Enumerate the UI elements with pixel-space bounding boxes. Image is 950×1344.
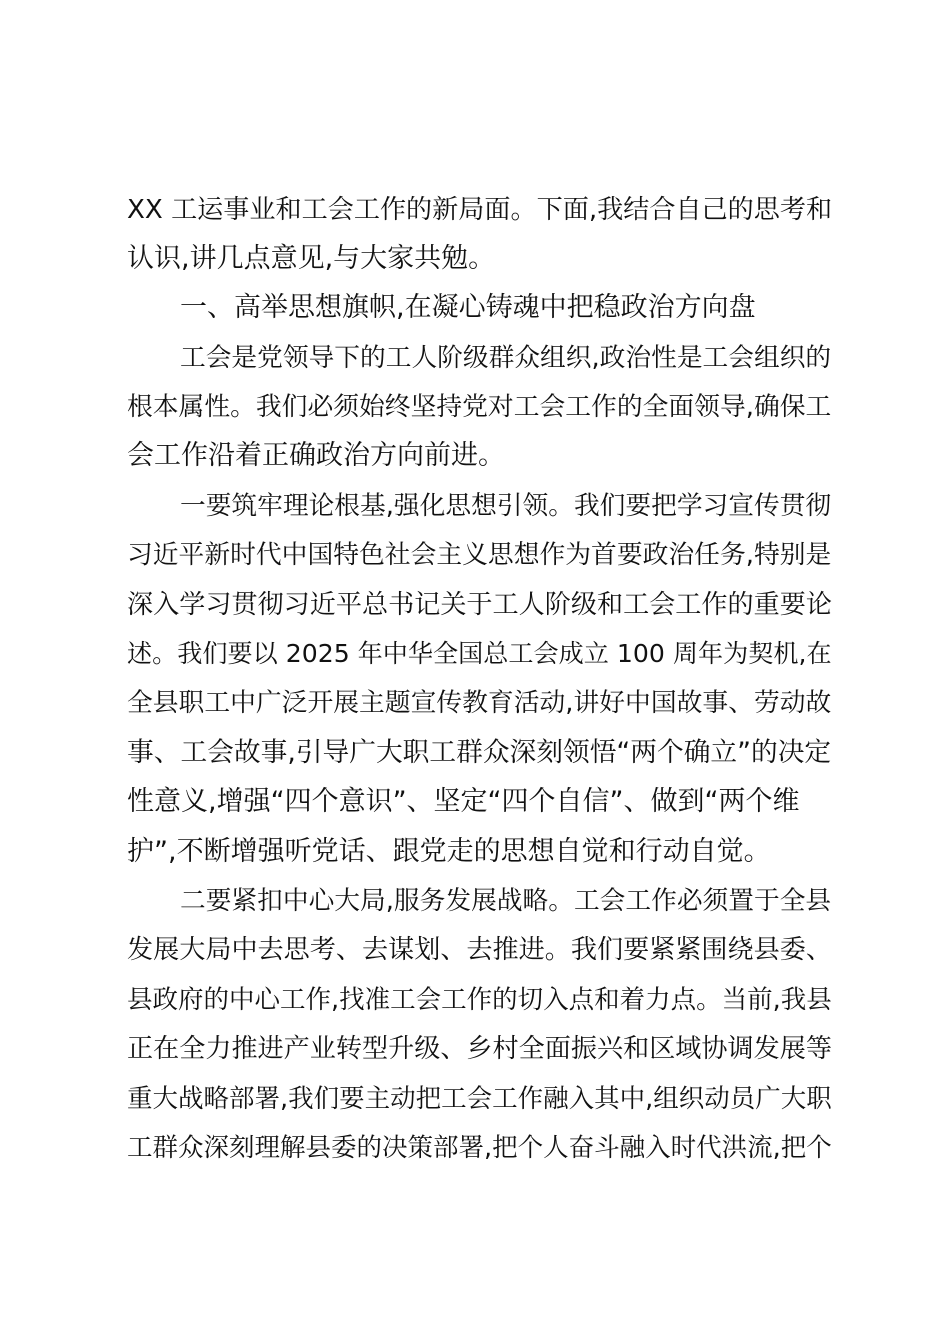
text-line-5: 根本属性。我们必须始终坚持党对工会工作的全面领导,确保工 — [127, 392, 832, 422]
text-line-7: 一要筑牢理论根基,强化思想引领。我们要把学习宣传贯彻 — [180, 491, 832, 521]
text-line-19: 重大战略部署,我们要主动把工会工作融入其中,组织动员广大职 — [127, 1084, 832, 1114]
text-line-20: 工群众深刻理解县委的决策部署,把个人奋斗融入时代洪流,把个 — [127, 1133, 832, 1163]
text-line-18: 正在全力推进产业转型升级、乡村全面振兴和区域协调发展等 — [127, 1034, 832, 1064]
text-line-11: 全县职工中广泛开展主题宣传教育活动,讲好中国故事、劳动故 — [127, 688, 832, 718]
section-heading: 一、高举思想旗帜,在凝心铸魂中把稳政治方向盘 — [180, 292, 756, 323]
text-line-17: 县政府的中心工作,找准工会工作的切入点和着力点。当前,我县 — [127, 985, 832, 1015]
text-line-1: XX 工运事业和工会工作的新局面。下面,我结合自己的思考和 — [127, 195, 833, 225]
text-line-15: 二要紧扣中心大局,服务发展战略。工会工作必须置于全县 — [180, 886, 832, 916]
text-line-4: 工会是党领导下的工人阶级群众组织,政治性是工会组织的 — [180, 343, 832, 373]
text-line-16: 发展大局中去思考、去谋划、去推进。我们要紧紧围绕县委、 — [127, 935, 832, 965]
text-line-12: 事、工会故事,引导广大职工群众深刻领悟“两个确立”的决定 — [127, 737, 832, 768]
text-line-14: 护”,不断增强听党话、跟党走的思想自觉和行动自觉。 — [127, 836, 771, 867]
text-line-6: 会工作沿着正确政治方向前进。 — [127, 440, 505, 471]
text-line-8: 习近平新时代中国特色社会主义思想作为首要政治任务,特别是 — [127, 540, 832, 570]
text-line-10: 述。我们要以 2025 年中华全国总工会成立 100 周年为契机,在 — [127, 639, 832, 668]
text-line-13: 性意义,增强“四个意识”、坚定“四个自信”、做到“两个维 — [127, 786, 800, 817]
text-line-2: 认识,讲几点意见,与大家共勉。 — [127, 243, 496, 274]
text-line-9: 深入学习贯彻习近平总书记关于工人阶级和工会工作的重要论 — [127, 590, 832, 620]
